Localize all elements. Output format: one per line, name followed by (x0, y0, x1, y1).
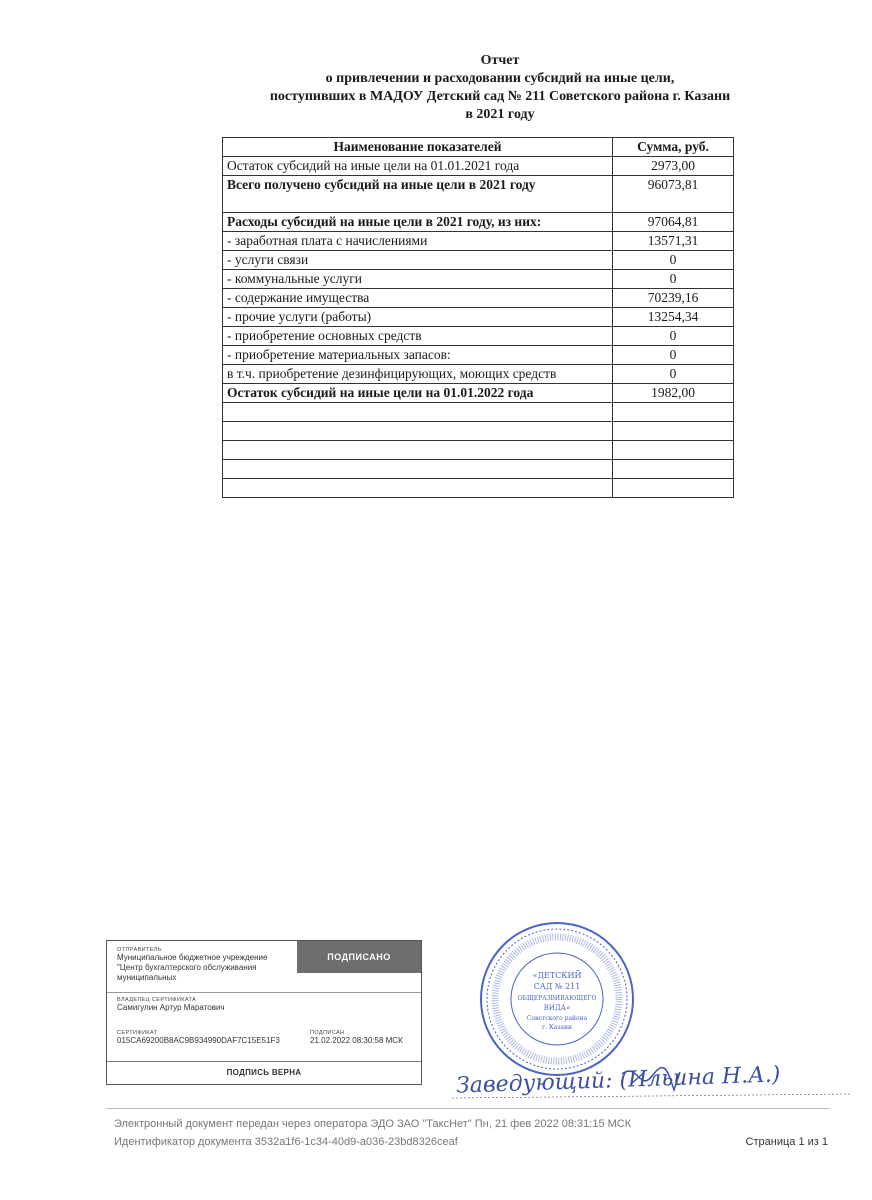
table-row (223, 327, 734, 346)
sender-caption: ОТПРАВИТЕЛЬ (117, 947, 162, 953)
empty-cell (613, 441, 734, 460)
table-row-empty (223, 403, 734, 422)
table-row-empty (223, 479, 734, 498)
empty-cell (223, 422, 613, 441)
table-row (223, 308, 734, 327)
row-value: 2973,00 (613, 157, 734, 176)
row-value: 0 (613, 327, 734, 346)
round-seal (478, 920, 636, 1078)
table-row (223, 157, 734, 176)
electronic-signature-stamp (106, 940, 422, 1085)
empty-cell (613, 460, 734, 479)
sender-block (117, 947, 295, 983)
table-row (223, 251, 734, 270)
row-label: - прочие услуги (работы) (223, 308, 613, 327)
signature-verified: ПОДПИСЬ ВЕРНА (107, 1061, 421, 1084)
table-header-row (223, 138, 734, 157)
header-amount: Сумма, руб. (613, 138, 734, 157)
table-row (223, 270, 734, 289)
empty-cell (613, 479, 734, 498)
table-row (223, 232, 734, 251)
empty-cell (223, 479, 613, 498)
row-label: Расходы субсидий на иные цели в 2021 году, из них: (223, 213, 613, 232)
row-label: - приобретение основных средств (223, 327, 613, 346)
empty-cell (223, 460, 613, 479)
signature-text: Заведующий: (Ильина Н.А.) (455, 1062, 781, 1099)
table-row (223, 289, 734, 308)
table-row-empty (223, 422, 734, 441)
row-value: 70239,16 (613, 289, 734, 308)
title-line-2: о привлечении и расходовании субсидий на иные цели, (325, 71, 675, 86)
title-line-4: в 2021 году (465, 107, 535, 122)
table-row-empty (223, 460, 734, 479)
row-value: 96073,81 (613, 176, 734, 213)
empty-cell (223, 403, 613, 422)
row-label: в т.ч. приобретение дезинфицирующих, моющих средств (223, 365, 613, 384)
table-row (223, 213, 734, 232)
header-indicator: Наименование показателей (223, 138, 613, 157)
owner-block (117, 997, 417, 1013)
cert-id: 015CA69200B8AC9B934990DAF7C15E51F3 (117, 1036, 280, 1045)
seal-line: САД № 211 (533, 982, 581, 991)
table-row (223, 176, 734, 213)
signed-at: 21.02.2022 08:30:58 МСК (310, 1036, 403, 1045)
row-label: - услуги связи (223, 251, 613, 270)
row-label: Остаток субсидий на иные цели на 01.01.2022 года (223, 384, 613, 403)
row-value: 0 (613, 346, 734, 365)
row-label: - приобретение материальных запасов: (223, 346, 613, 365)
seal-center-text (518, 971, 597, 1031)
empty-cell (223, 441, 613, 460)
owner-name: Самигулин Артур Маратович (117, 1003, 225, 1012)
signed-block (310, 1030, 420, 1046)
certificate-block (117, 1030, 297, 1046)
row-label: - заработная плата с начислениями (223, 232, 613, 251)
row-label: - содержание имущества (223, 289, 613, 308)
footer-operator: Электронный документ передан через оператора ЭДО ЗАО "ТаксНет" Пн, 21 фев 2022 08:31:15 МСК (114, 1118, 632, 1130)
table-row-empty (223, 441, 734, 460)
sender-name: Муниципальное бюджетное учреждение "Центр бухгалтерского обслуживания муниципальных (117, 953, 268, 982)
row-value: 13254,34 (613, 308, 734, 327)
footer-divider (106, 1108, 830, 1109)
footer-doc-id: Идентификатор документа 3532a1f6-1c34-40d9-a036-23bd8326ceaf (114, 1136, 458, 1148)
seal-line: «ДЕТСКИЙ (532, 971, 582, 980)
empty-cell (613, 422, 734, 441)
title-line-1: Отчет (480, 53, 520, 68)
table-row (223, 346, 734, 365)
report-title (200, 52, 800, 124)
row-label: Остаток субсидий на иные цели на 01.01.2021 года (223, 157, 613, 176)
signed-caption: ПОДПИСАН (310, 1030, 345, 1036)
seal-line: Советского района (526, 1015, 588, 1022)
seal-line: ОБЩЕРАЗВИВАЮЩЕГО (517, 995, 597, 1002)
row-label: Всего получено субсидий на иные цели в 2021 году (223, 176, 613, 213)
row-label: - коммунальные услуги (223, 270, 613, 289)
seal-line: ВИДА» (543, 1004, 571, 1012)
page-number: Страница 1 из 1 (745, 1136, 828, 1148)
row-value: 13571,31 (613, 232, 734, 251)
table-row (223, 384, 734, 403)
subsidy-table (222, 137, 734, 498)
row-value: 0 (613, 251, 734, 270)
row-value: 1982,00 (613, 384, 734, 403)
owner-caption: ВЛАДЕЛЕЦ СЕРТИФИКАТА (117, 997, 197, 1003)
table-row (223, 365, 734, 384)
row-value: 0 (613, 270, 734, 289)
seal-line: г. Казани (541, 1024, 573, 1031)
row-value: 97064,81 (613, 213, 734, 232)
title-line-3: поступивших в МАДОУ Детский сад № 211 Советского района г. Казани (269, 89, 731, 104)
empty-cell (613, 403, 734, 422)
row-value: 0 (613, 365, 734, 384)
cert-caption: СЕРТИФИКАТ (117, 1030, 158, 1036)
divider (107, 992, 421, 993)
signed-badge: ПОДПИСАНО (297, 941, 421, 973)
